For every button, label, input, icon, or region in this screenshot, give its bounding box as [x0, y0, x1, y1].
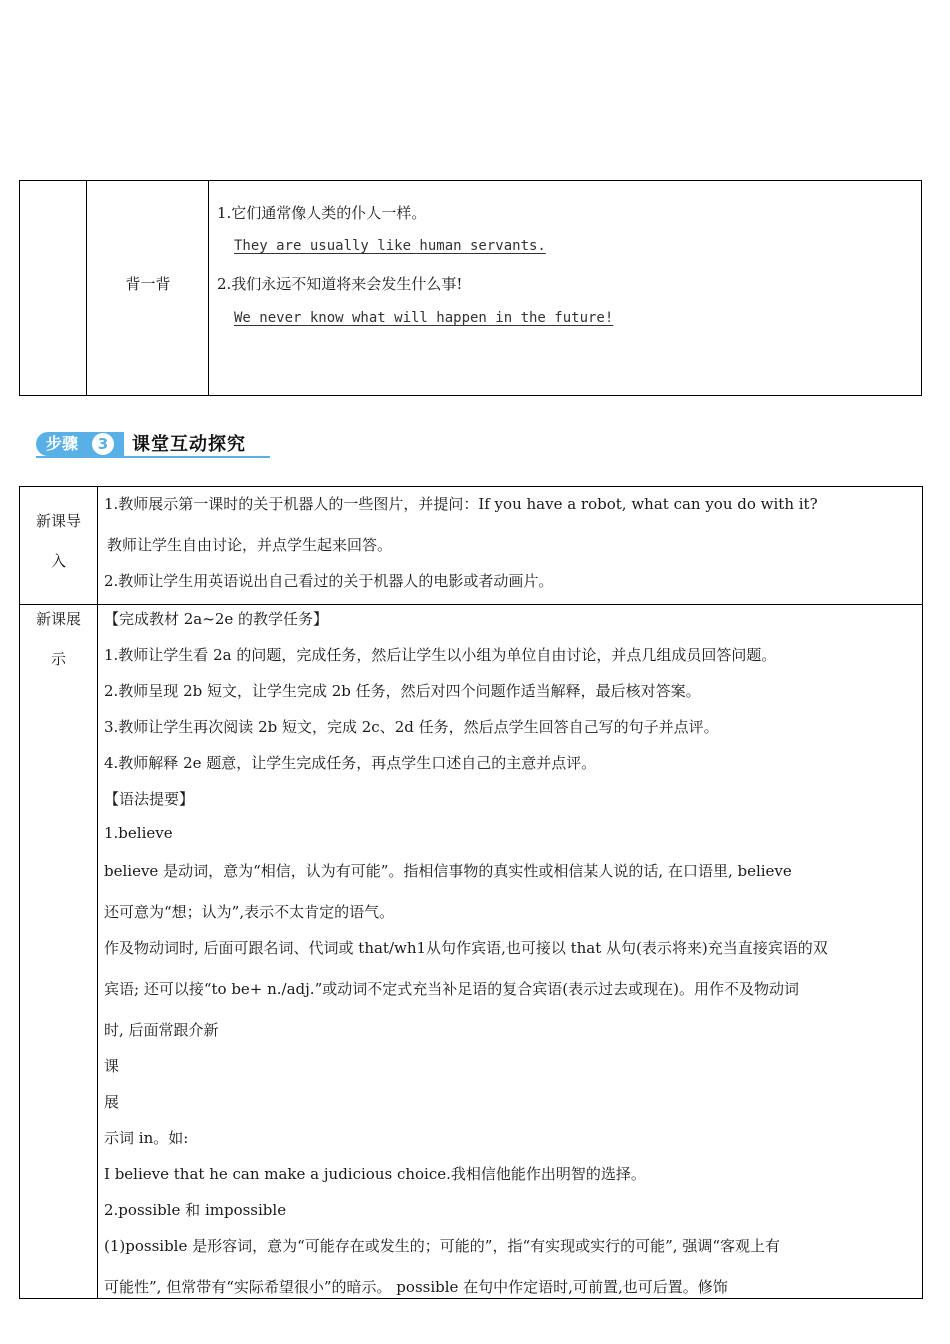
step-label: 步骤: [46, 434, 79, 453]
section-title: 课堂互动探究: [132, 434, 246, 455]
present-line: 时, 后面常跟介新: [104, 1021, 219, 1039]
present-line: 展: [104, 1093, 120, 1111]
memorize-label: 背一背: [125, 275, 171, 293]
row-divider: [20, 604, 922, 605]
step-number-badge: 3: [92, 433, 114, 455]
present-line: 还可意为“想；认为”,表示不太肯定的语气。: [104, 903, 395, 921]
present-label-line: 示: [50, 650, 66, 668]
memorize-table: [19, 180, 922, 396]
present-line: believe 是动词，意为“相信，认为有可能”。指相信事物的真实性或相信某人说的话, 在口语里, believe: [104, 862, 792, 880]
column-divider: [97, 487, 98, 1298]
present-line: 4.教师解释 2e 题意，让学生完成任务，再点学生口述自己的主意并点评。: [104, 754, 597, 772]
present-line: 可能性”, 但常带有“实际希望很小”的暗示。 possible 在句中作定语时,可前置,也可后置。修饰: [104, 1278, 728, 1296]
present-line: 1.believe: [104, 824, 173, 842]
present-label-line: 新课展: [35, 610, 81, 628]
intro-label-line: 入: [50, 552, 66, 570]
intro-line: 教师让学生自由讨论，并点学生起来回答。: [107, 536, 393, 554]
present-line: 宾语; 还可以接“to be+ n./adj.”或动词不定式充当补足语的复合宾语(表示过去或现在)。用作不及物动词: [104, 980, 799, 998]
present-line: 2.possible 和 impossible: [104, 1201, 287, 1219]
memorize-item-2-en: We never know what will happen in the future!: [234, 310, 614, 326]
intro-line: 2.教师让学生用英语说出自己看过的关于机器人的电影或者动画片。: [104, 572, 554, 590]
memorize-item-2-cn: 2.我们永远不知道将来会发生什么事!: [217, 275, 463, 293]
present-line: 作及物动词时, 后面可跟名词、代词或 that/wh1从句作宾语,也可接以 that 从句(表示将来)充当直接宾语的双: [104, 939, 828, 957]
present-line: 2.教师呈现 2b 短文，让学生完成 2b 任务，然后对四个问题作适当解释，最后核对答案。: [104, 682, 701, 700]
banner-underline: [36, 456, 270, 458]
present-line: 示词 in。如:: [104, 1129, 189, 1147]
present-line: 【完成教材 2a~2e 的教学任务】: [104, 610, 329, 628]
intro-line: 1.教师展示第一课时的关于机器人的一些图片，并提问：If you have a robot, what can you do with it?: [104, 495, 818, 513]
memorize-item-1-en: They are usually like human servants.: [234, 238, 546, 254]
present-line: (1)possible 是形容词，意为“可能存在或发生的；可能的”，指“有实现或实行的可能”, 强调“客观上有: [104, 1237, 780, 1255]
present-line: 课: [104, 1057, 120, 1075]
intro-label-line: 新课导: [35, 512, 81, 530]
present-line: 3.教师让学生再次阅读 2b 短文，完成 2c、2d 任务，然后点学生回答自己写的句子并点评。: [104, 718, 719, 736]
intro-label: [20, 501, 97, 581]
present-label: [20, 599, 97, 679]
present-line: I believe that he can make a judicious choice.我相信他能作出明智的选择。: [104, 1165, 646, 1183]
present-line: 1.教师让学生看 2a 的问题，完成任务，然后让学生以小组为单位自由讨论，并点几组成员回答问题。: [104, 646, 777, 664]
present-line: 【语法提要】: [104, 790, 195, 808]
memorize-item-1-cn: 1.它们通常像人类的仆人一样。: [217, 204, 427, 222]
